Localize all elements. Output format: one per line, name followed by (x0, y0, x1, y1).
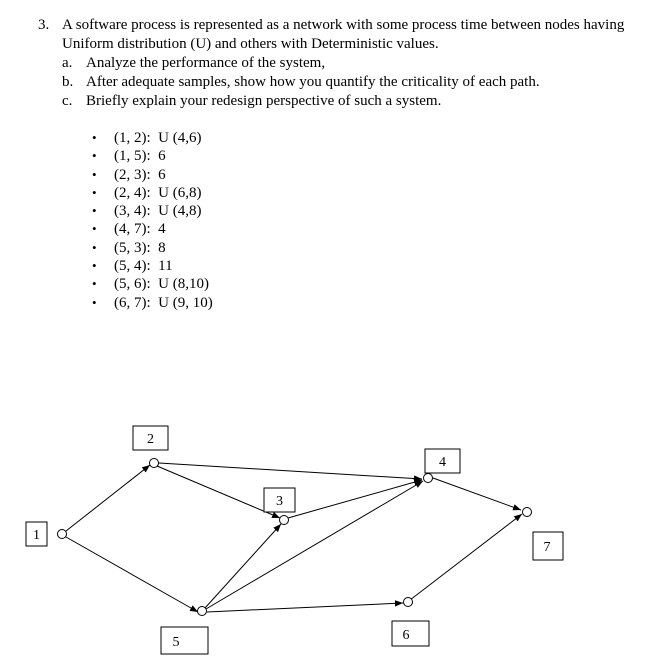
edge-text: (5, 3): 8 (114, 239, 166, 256)
node-number: 7 (543, 540, 551, 555)
node-number: 4 (439, 455, 446, 470)
node-label-4 (425, 449, 460, 473)
node-label-5 (161, 627, 208, 654)
subquestion-text: After adequate samples, show how you quantify the criticality of each path. (86, 74, 540, 90)
edge-5-3 (205, 524, 281, 608)
node-number: 6 (402, 628, 410, 643)
node-number: 1 (33, 528, 40, 543)
edge-text: (4, 7): 4 (114, 221, 166, 238)
edge-5-6 (207, 603, 403, 612)
edge-text: (5, 6): U (8,10) (114, 276, 209, 293)
edge-text: (6, 7): U (9, 10) (114, 294, 213, 311)
question-number: 3. (38, 17, 50, 33)
node-label-7 (533, 532, 563, 560)
node-label-3 (264, 488, 295, 512)
subquestion-label: a. (62, 55, 73, 71)
edge-text: (5, 4): 11 (114, 258, 173, 275)
edge-3-4 (288, 480, 422, 518)
edge-text: (1, 5): 6 (114, 148, 166, 165)
node-label-2 (133, 426, 168, 450)
node-circle-4 (424, 474, 433, 483)
node-number: 5 (172, 635, 180, 650)
edge-text: (3, 4): U (4,8) (114, 203, 202, 220)
node-label-6 (392, 621, 429, 646)
node-circle-3 (280, 516, 289, 525)
bullet-icon: • (92, 130, 97, 145)
subquestion-text: Briefly explain your redesign perspective of such a system. (86, 93, 442, 109)
subquestion-text: Analyze the performance of the system, (86, 55, 326, 71)
node-circle-7 (523, 508, 532, 517)
node-circle-6 (404, 598, 413, 607)
edge-text: (1, 2): U (4,6) (114, 130, 202, 146)
edge-text: (2, 3): 6 (114, 166, 166, 183)
node-circle-1 (58, 530, 67, 539)
bullet-icon: • (92, 166, 97, 182)
edge-text: (2, 4): U (6,8) (114, 184, 202, 201)
bullet-icon: • (92, 221, 97, 237)
edge-1-2 (66, 465, 150, 531)
edge-2-4 (159, 463, 422, 479)
edge-4-7 (433, 478, 521, 510)
node-label-1 (26, 522, 47, 546)
node-circle-2 (150, 459, 159, 468)
bullet-icon: • (92, 184, 97, 200)
bullet-icon: • (92, 148, 97, 164)
node-circle-5 (198, 607, 207, 616)
node-number: 2 (147, 432, 154, 447)
subquestion-label: c. (62, 93, 73, 109)
bullet-icon: • (92, 276, 97, 292)
bullet-icon: • (92, 258, 97, 274)
subquestion-label: b. (62, 74, 74, 90)
edge-6-7 (410, 514, 522, 600)
bullet-icon: • (92, 239, 97, 255)
node-number: 3 (276, 494, 283, 509)
edge-2-3 (157, 466, 280, 518)
bullet-icon: • (92, 294, 97, 310)
question-text: A software process is represented as a network with some process time between nodes having Uniform distribution (U) and others with Deterministic values. (62, 17, 625, 52)
bullet-icon: • (92, 203, 97, 219)
edge-1-5 (66, 537, 198, 612)
